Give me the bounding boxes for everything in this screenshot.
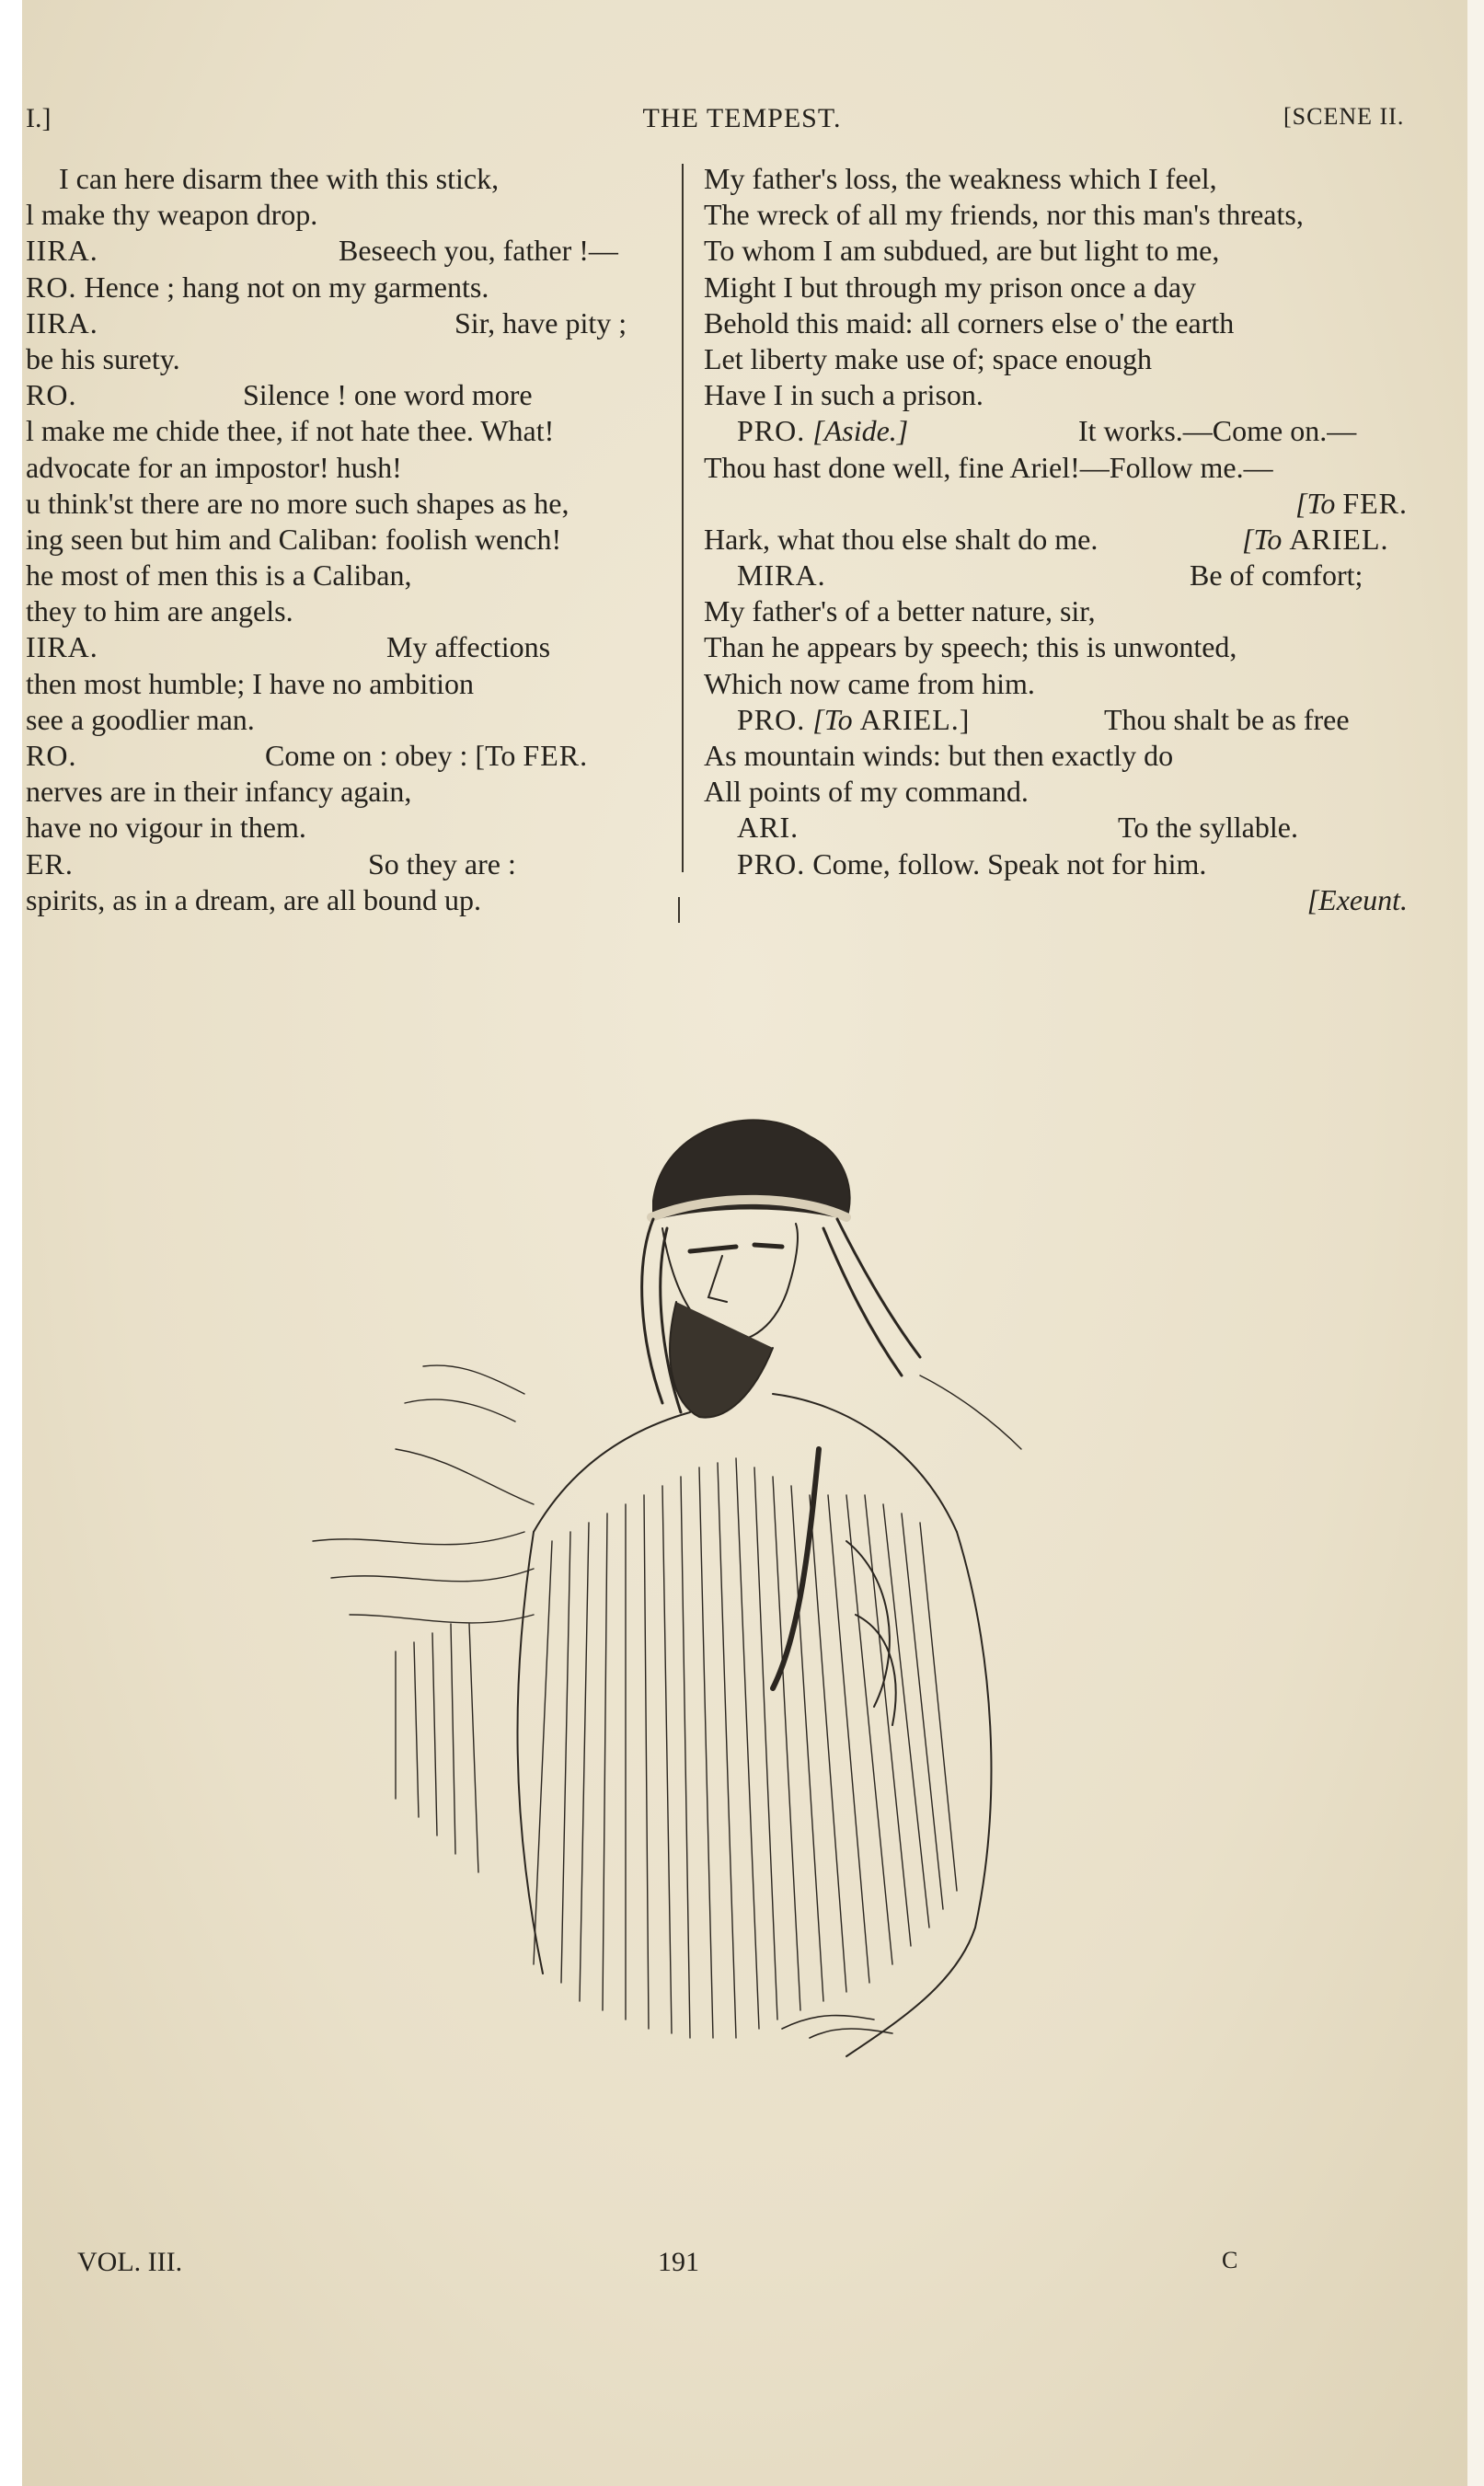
verse-line: be his surety.	[26, 341, 180, 375]
running-head	[0, 103, 1484, 140]
verse-line: l make me chide thee, if not hate thee. What!	[26, 414, 555, 448]
speech-line	[704, 846, 1408, 882]
stage-direction-target: ARIEL.]	[859, 702, 971, 736]
column-rule-mark	[678, 897, 680, 923]
nose	[708, 1256, 727, 1302]
verse-line: he most of men this is a Caliban,	[26, 558, 412, 593]
verse-line: As mountain winds: but then exactly do	[704, 739, 1174, 772]
page-number: 191	[658, 2247, 699, 2277]
running-head-scene: [SCENE II.	[1283, 103, 1405, 130]
stage-direction: [Aside.]	[812, 414, 909, 448]
stage-direction-target: FER.	[523, 739, 589, 772]
verse-line	[704, 522, 1408, 558]
stage-direction: [Exeunt.	[1306, 882, 1408, 916]
verse-line: ing seen but him and Caliban: foolish wench!	[26, 522, 562, 556]
speaker-name: IIRA.	[26, 305, 98, 340]
verse-line: All points of my command.	[704, 775, 1029, 809]
speaker-name: ARI.	[737, 811, 800, 845]
verse-text: Come, follow. Speak not for him.	[812, 846, 1207, 880]
long-hair-right	[823, 1219, 920, 1375]
verse-line: Might I but through my prison once a day	[704, 270, 1197, 304]
column-rule	[682, 164, 684, 872]
speaker-name: IIRA.	[26, 234, 98, 268]
verse-line: The wreck of all my friends, nor this man's threats,	[704, 198, 1304, 232]
verse-line: nerves are in their infancy again,	[26, 775, 412, 809]
stage-direction: [To	[812, 702, 853, 736]
speech-line	[26, 846, 662, 882]
verse-line: they to him are angels.	[26, 594, 293, 628]
verse-line: Let liberty make use of; space enough	[704, 341, 1152, 375]
speech-line	[704, 810, 1408, 846]
right-column	[704, 161, 1408, 918]
stage-direction-line	[704, 486, 1408, 522]
signature-mark: C	[1222, 2247, 1238, 2273]
stage-direction-wrap	[1242, 522, 1389, 558]
speaker-name: ER.	[26, 846, 74, 880]
speaker-name: MIRA.	[737, 558, 826, 593]
shoulder-right	[773, 1394, 957, 1532]
prospero-engraving	[258, 1099, 1132, 2102]
verse-line: advocate for an impostor! hush!	[26, 450, 402, 484]
verse-line: Behold this maid: all corners else o' the earth	[704, 305, 1235, 340]
verse-line: Than he appears by speech; this is unwonted,	[704, 630, 1237, 664]
verse-line: My father's loss, the weakness which I feel,	[704, 162, 1217, 195]
verse-line: have no vigour in them.	[26, 811, 306, 845]
speaker-name: PRO.	[737, 846, 806, 880]
verse-line: Which now came from him.	[704, 666, 1035, 700]
speaker-name: PRO.	[737, 702, 806, 736]
volume-label: VOL. III.	[77, 2247, 183, 2277]
verse-line: then most humble; I have no ambition	[26, 666, 475, 700]
beard	[670, 1302, 773, 1418]
speech-line	[26, 377, 662, 413]
verse-text: Sir, have pity ;	[454, 305, 627, 340]
verse-text: Hark, what thou else shalt do me.	[704, 522, 1099, 556]
speech-line	[704, 558, 1408, 593]
speech-line	[26, 233, 662, 269]
verse-text: It works.—Come on.—	[1078, 414, 1357, 448]
verse-line: Have I in such a prison.	[704, 378, 984, 412]
speaker-name: RO.	[26, 378, 77, 412]
verse-line: Thou hast done well, fine Ariel!—Follow me.—	[704, 450, 1273, 484]
verse-text: My affections	[386, 630, 551, 664]
verse-line: My father's of a better nature, sir,	[704, 594, 1096, 628]
speech-line	[26, 270, 662, 305]
stage-direction: [To	[1242, 522, 1283, 556]
speech-line	[26, 629, 662, 665]
speaker-name: PRO.	[737, 414, 806, 448]
verse-text: Beseech you, father !—	[339, 234, 618, 268]
stage-direction-target: ARIEL.	[1289, 522, 1389, 556]
right-edge	[1467, 0, 1484, 2486]
left-column	[26, 161, 662, 918]
verse-text: Silence ! one word more	[243, 378, 533, 412]
speaker-name: RO.	[26, 739, 77, 772]
verse-text: To the syllable.	[1118, 811, 1298, 845]
left-margin	[0, 0, 22, 2486]
stage-direction-target: FER.	[1342, 486, 1408, 520]
verse-text: So they are :	[368, 846, 516, 880]
verse-text: Thou shalt be as free	[1104, 702, 1350, 736]
speech-line	[26, 738, 662, 774]
speech-line	[704, 413, 1408, 449]
shoulder-left	[534, 1412, 690, 1532]
verse-line: To whom I am subdued, are but light to me,	[704, 234, 1220, 268]
verse-text: Be of comfort;	[1190, 558, 1363, 593]
verse-line: l make thy weapon drop.	[26, 198, 318, 232]
verse-line: see a goodlier man.	[26, 702, 255, 736]
running-head-title: THE TEMPEST.	[642, 103, 842, 133]
speaker-name: IIRA.	[26, 630, 98, 664]
verse-text-main: Come on : obey : [To	[265, 739, 516, 772]
robe-outline	[518, 1532, 992, 2056]
speaker-name: RO.	[26, 270, 77, 304]
stage-direction: [To	[1295, 486, 1336, 520]
verse-line: u think'st there are no more such shapes as he,	[26, 486, 569, 520]
speech-line	[26, 305, 662, 341]
verse-line: spirits, as in a dream, are all bound up.	[26, 882, 481, 916]
eye-brow	[690, 1245, 782, 1251]
stage-direction-line	[704, 882, 1408, 918]
speech-line	[704, 702, 1408, 738]
verse-text	[265, 738, 588, 774]
signature-scribble	[782, 2016, 892, 2038]
running-head-act: I.]	[26, 103, 52, 133]
verse-line: I can here disarm thee with this stick,	[59, 162, 500, 195]
verse-text: Hence ; hang not on my garments.	[84, 270, 489, 304]
